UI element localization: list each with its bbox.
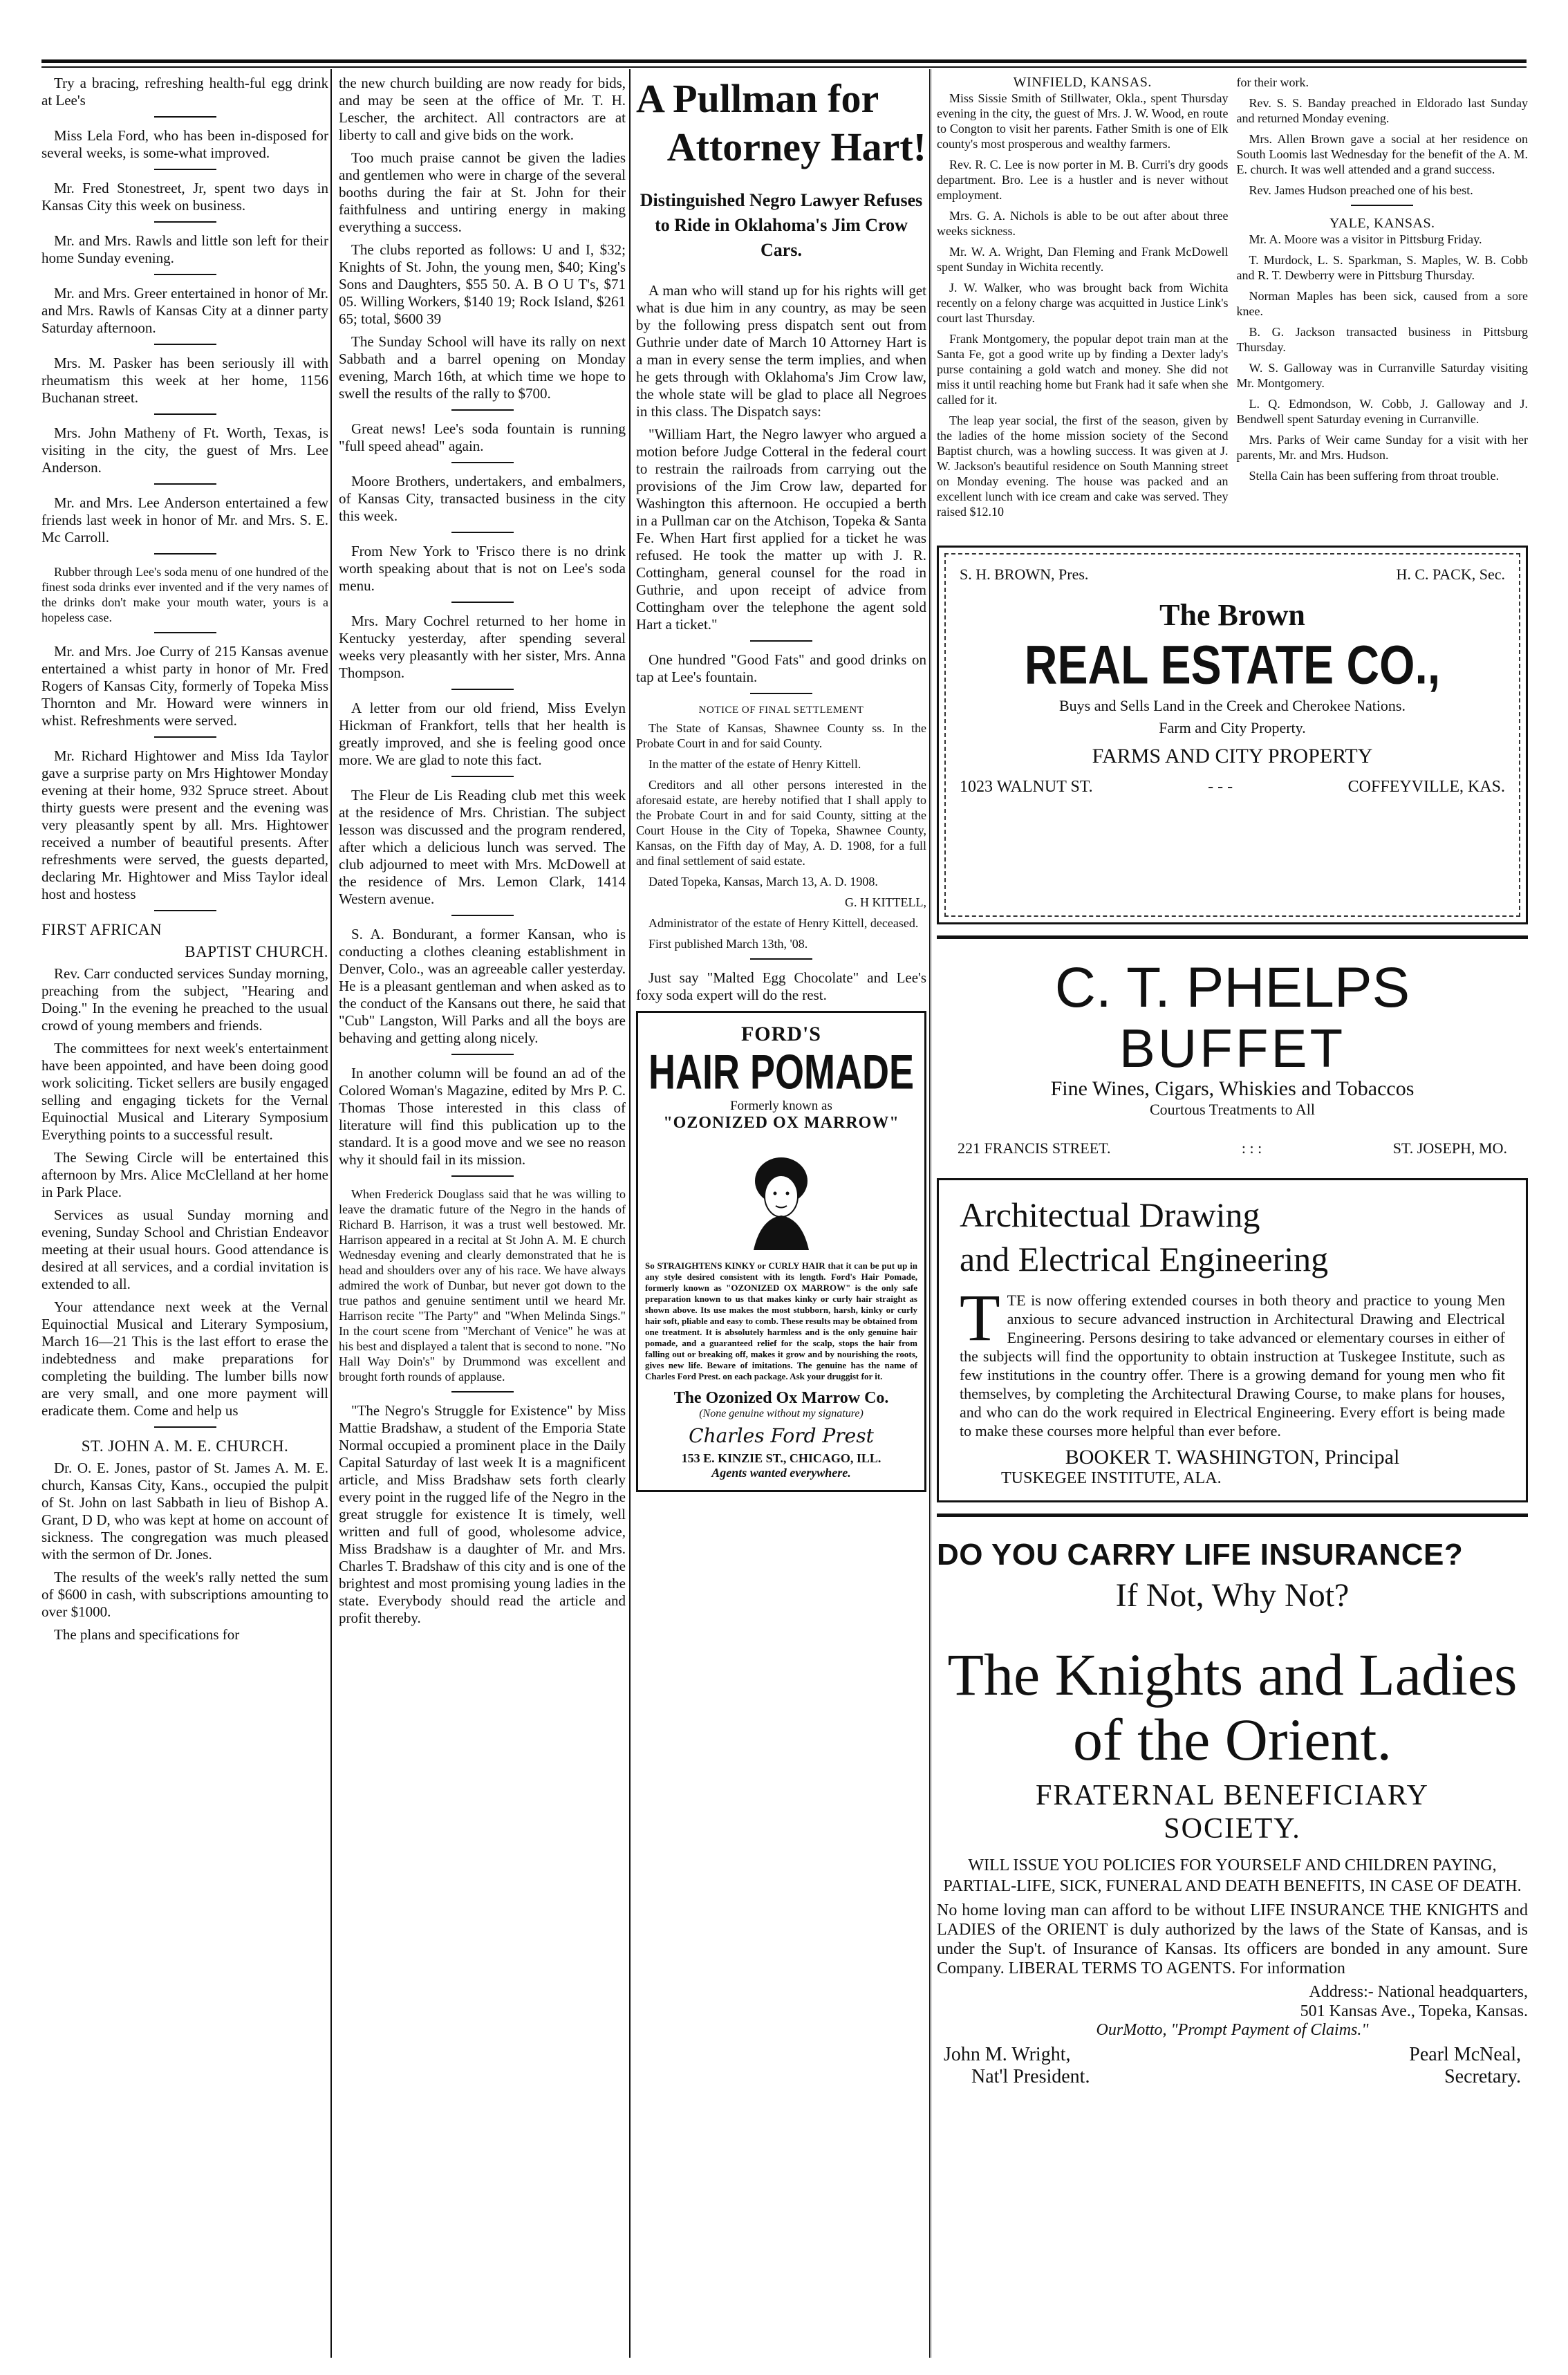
ad-line: FARMS AND CITY PROPERTY <box>1092 745 1373 767</box>
ad-colons: : : : <box>1241 1139 1262 1157</box>
local-item: From New York to 'Frisco there is no drink worth speaking about that is not on Lee's soda menu. <box>339 543 626 594</box>
separator <box>154 116 216 118</box>
separator <box>750 958 812 960</box>
ad-company: The Ozonized Ox Marrow Co. <box>673 1389 889 1407</box>
signatures-row <box>937 2044 1528 2088</box>
local-item: L. Q. Edmondson, W. Cobb, J. Galloway and J. Bendwell spent Saturday evening in Curranville. <box>1236 397 1528 426</box>
column-4 <box>937 75 1528 2356</box>
column-divider <box>330 69 332 2358</box>
ad-line: Courtous Treatments to All <box>1150 1101 1315 1118</box>
signer-name: John M. Wright, <box>944 2044 1071 2065</box>
ad-body <box>960 1280 1505 1440</box>
separator <box>451 1175 514 1177</box>
separator <box>451 462 514 463</box>
local-item: Try a bracing, refreshing health-ful egg drink at Lee's <box>41 75 328 109</box>
ad-body: So STRAIGHTENS KINKY or CURLY HAIR that it can be put up in any style desired consistent with its length. Ford's Hair Pomade, formerly known as "OZONIZED OX MARROW" is the only safe preparation known to us that makes kinky or curly hair straight as shown above. Its use makes the most stubborn, harsh, kinky or curly hair soft, pliable and easy to comb. These results may be obtained from one treatment. It is absolutely harmless and is the only genuine hair pomade, and a guaranteed relief for the scalp, stops the hair from falling out or breaking off, makes it grow and by nourishing the roots, gives new life. Beware of imitations. The genuine has the name of Charles Ford Prest. on each package. Ask your druggist for it. <box>645 1260 917 1381</box>
church-item: Services as usual Sunday morning and evening, Sunday School and Christian Endeavor meeting at their usual hours. Good attendance is desired at all services, and a cordial invitation is extended to all. <box>41 1207 328 1292</box>
separator <box>451 1391 514 1393</box>
legal-notice-text: Administrator of the estate of Henry Kittell, deceased. <box>648 916 919 930</box>
insurance-subheadline: If Not, Why Not? <box>1115 1577 1350 1614</box>
legal-notice-heading: NOTICE OF FINAL SETTLEMENT <box>698 705 864 716</box>
column-1 <box>41 75 328 2356</box>
local-item: Mr. and Mrs. Greer entertained in honor of Mr. and Mrs. Rawls of Kansas City at a dinner party Saturday afternoon. <box>41 285 328 336</box>
local-item: A letter from our old friend, Miss Evelyn Hickman of Frankfort, tells that her health is greatly improved, and she is feeling good once more. We are glad to note this fact. <box>339 700 626 768</box>
separator <box>451 409 514 411</box>
ad-title: and Electrical Engineering <box>960 1240 1329 1278</box>
real-estate-advertisement <box>937 546 1528 924</box>
separator <box>154 553 216 555</box>
separator <box>154 483 216 485</box>
winfield-column <box>937 75 1229 525</box>
column-3 <box>636 75 926 2356</box>
signer-name: Pearl McNeal, <box>1409 2044 1521 2065</box>
local-item: Mrs. G. A. Nichols is able to be out after about three weeks sickness. <box>937 209 1229 238</box>
local-item: Mrs. John Matheny of Ft. Worth, Texas, is visiting in the city, the guest of Mrs. Lee Anderson. <box>41 425 328 476</box>
local-item: Mr. Richard Hightower and Miss Ida Taylor gave a surprise party on Mrs Hightower Monday evening at their home, 932 Spruce street. About thirty guests were present and the evening was very pleasantly spent by all. Mrs. Hightower received a number of beautiful presents. After refreshments were served, the guests departed, declaring Mr. Hightower and Miss Taylor ideal host and hostess <box>41 747 328 902</box>
ad-formerly: Formerly known as <box>730 1099 832 1113</box>
local-item: Mr. Fred Stonestreet, Jr, spent two days in Kansas City this week on business. <box>41 180 328 214</box>
local-item: Mr. A. Moore was a visitor in Pittsburg Friday. <box>1249 232 1482 246</box>
local-item: Mr. and Mrs. Rawls and little son left for their home Sunday evening. <box>41 232 328 266</box>
divider <box>937 1514 1528 1517</box>
ad-address: Address:- National headquarters, <box>1309 1983 1528 2001</box>
separator <box>451 1054 514 1055</box>
local-item: Rev. S. S. Banday preached in Eldorado last Sunday and returned Monday evening. <box>1236 96 1528 125</box>
separator <box>154 169 216 170</box>
church-item: The clubs reported as follows: U and I, $32; Knights of St. John, the young men, $40; King's Sons and Daughters, $55 50. A. B O U T's, $71 05. Willing Workers, $140 19; Rock Island, $261 65; total, $600 39 <box>339 241 626 327</box>
ad-city: ST. JOSEPH, MO. <box>1392 1139 1507 1157</box>
church-item: Dr. O. E. Jones, pastor of St. James A. M. E. church, Kansas City, Kans., occupied the pulpit of St. John on last Sabbath in lieu of Bishop A. Grant, D D, who was kept at home on account of sickness. The congregation was much pleased with the sermon of Dr. Jones. <box>41 1460 328 1563</box>
ad-line: Farm and City Property. <box>1159 719 1306 736</box>
local-item: Rev. R. C. Lee is now porter in M. B. Curri's dry goods department. Bro. Lee is a hustler and is never without employment. <box>937 158 1229 202</box>
local-item: Rubber through Lee's soda menu of one hundred of the finest soda drinks ever invented and if the very names of the drinks don't make your mouth water, yours is a hopeless case. <box>41 565 328 624</box>
local-item: Mr. and Mrs. Lee Anderson entertained a few friends last week in honor of Mr. and Mrs. S. E. Mc Carroll. <box>41 494 328 546</box>
ad-company-name: REAL ESTATE CO., <box>1024 633 1441 696</box>
local-item: W. S. Galloway was in Curranville Saturday visiting Mr. Montgomery. <box>1236 361 1528 390</box>
ad-brand: FORD'S <box>740 1023 821 1045</box>
local-item: One hundred "Good Fats" and good drinks on tap at Lee's fountain. <box>636 651 926 685</box>
separator <box>451 915 514 916</box>
local-item: Mrs. Mary Cochrel returned to her home in Kentucky yesterday, after spending several weeks very pleasantly with her sister, Mrs. Anna Thompson. <box>339 613 626 681</box>
officers-row <box>960 566 1505 584</box>
address-row <box>960 778 1505 797</box>
separator <box>154 736 216 738</box>
insurance-headline: DO YOU CARRY LIFE INSURANCE? <box>937 1538 1464 1572</box>
section-heading: YALE, KANSAS. <box>1329 216 1435 231</box>
article-headline: A Pullman for <box>636 76 879 121</box>
ad-body-text: TE is now offering extended courses in both theory and practice to young Men anxious to secure advanced instruction in Architectural Drawing and Electrical Engineering. Persons desiring to take advanced or elementary courses in either of the subjects will find the opportunity to obtain instruction at Tuskegee Institute, such as few institutions in the country offer. There is a growing demand for young men who fit themselves, by completing the Architectural Drawing Course, to make plans for houses, and who can do the work required in Electrical Engineering. Every effort is being made to make these courses more helpful than ever before. <box>960 1292 1505 1440</box>
signer-title: Secretary. <box>1444 2066 1521 2087</box>
article-headline: Attorney Hart! <box>666 124 926 169</box>
article-paragraph: A man who will stand up for his rights will get what is due him in any country, as may be seen by the following press dispatch sent out from Guthrie under date of March 10 Attorney Hart is a man in every sense the term implies, and when he gets through with Oklahoma's Jim Crow law, the whole state will be glad to place all Negroes in this class. The Dispatch says: <box>636 282 926 420</box>
separator <box>154 910 216 911</box>
signature-right <box>1409 2044 1521 2088</box>
church-item: Rev. Carr conducted services Sunday morning, preaching from the subject, "Hearing and Doing." In the evening he preached to the usual crowd of young members and friends. <box>41 965 328 1034</box>
local-item: Mrs. M. Pasker has been seriously ill with rheumatism this week at her home, 1156 Buchanan street. <box>41 355 328 406</box>
church-item: The committees for next week's entertainment have been appointed, and have been doing good work soliciting. Ticket sellers are busily engaged selling and engaging tickets for the Vernal Equinoctial Musical and Literary Symposium Everything points to a successful result. <box>41 1040 328 1143</box>
section-heading: WINFIELD, KANSAS. <box>1013 75 1152 90</box>
ad-old-name: "OZONIZED OX MARROW" <box>663 1114 899 1132</box>
address-row <box>937 1139 1528 1157</box>
local-item: Great news! Lee's soda fountain is running "full speed ahead" again. <box>339 420 626 454</box>
woman-portrait-icon <box>740 1146 823 1250</box>
church-item: Your attendance next week at the Vernal Equinoctial Musical and Literary Symposium, March 16—21 This is the last effort to erase the indebtedness and make preparations for completing the building. The lumber bills now are very small, and one more payment will eradicate them. Come and help us <box>41 1298 328 1419</box>
ad-signature: Charles Ford Prest <box>689 1424 874 1447</box>
local-item: "The Negro's Struggle for Existence" by Miss Mattie Bradshaw, a student of the Emporia State Normal occupied a prominent place in the Daily Capital Saturday of last week It is a magnificent article, and Miss Bradshaw sets forth clearly every point in the rugged life of the Negro in the great struggle for existence It is timely, well written and full of good, wholesome advice, Miss Bradshaw is a daughter of Mr. and Mrs. Charles T. Bradshaw of this city and is one of the brightest and most promising young ladies in the state. Everybody should read the article and profit thereby. <box>339 1402 626 1626</box>
ad-title: Architectual Drawing <box>960 1195 1260 1234</box>
article-paragraph: "William Hart, the Negro lawyer who argued a motion before Judge Cotteral in the federal court to restrain the railroads from carrying out the provisions of the Jim Crow law, departed for Washington this afternoon. He occupied a berth in a Pullman car on the Atchison, Topeka & Santa Fe. When Hart first applied for a ticket he was refused. He took the matter up with J. R. Cottingham, general counsel for the road in Guthrie, and upon receipt of advice from Cottingham over the telephone the agent sold Hart a ticket." <box>636 426 926 633</box>
buffet-advertisement <box>937 950 1528 1164</box>
knights-advertisement <box>937 1642 1528 2088</box>
ad-city: COFFEYVILLE, KAS. <box>1347 778 1505 796</box>
local-item: Frank Montgomery, the popular depot train man at the Santa Fe, got a good write up by finding a Dexter lady's purse containing a gold watch and money. She did not miss it until reaching home but Frank had it safe when she called for it. <box>937 332 1229 407</box>
local-item: Mr. and Mrs. Joe Curry of 215 Kansas avenue entertained a whist party in honor of Mr. Fred Rogers of Kansas City, formerly of Topeka Miss Thornton and Mr. Howard were winners in whist. Refreshments were served. <box>41 643 328 729</box>
separator <box>451 689 514 690</box>
signer-title: Nat'l President. <box>971 2066 1090 2087</box>
section-heading: ST. JOHN A. M. E. CHURCH. <box>81 1437 289 1455</box>
ad-school: TUSKEGEE INSTITUTE, ALA. <box>1001 1469 1222 1487</box>
ad-name: C. T. PHELPS <box>1054 956 1410 1019</box>
ad-line: WILL ISSUE YOU POLICIES FOR YOURSELF AND CHILDREN PAYING, PARTIAL-LIFE, SICK, FUNERAL AND DEATH BENEFITS, IN CASE OF DEATH. <box>943 1856 1522 1895</box>
separator <box>154 344 216 345</box>
local-item: Miss Sissie Smith of Stillwater, Okla., spent Thursday evening in the city, the guest of Mrs. J. W. Wood, en route to Congton to visit her parents. Father Smith is one of Elk county's most prosperous and wealthy farmers. <box>937 91 1229 151</box>
legal-notice-text: The State of Kansas, Shawnee County ss. In the Probate Court in and for said County. <box>636 721 926 750</box>
ad-address: 153 E. KINZIE ST., CHICAGO, ILL. <box>681 1451 881 1465</box>
legal-notice-text: Dated Topeka, Kansas, March 13, A. D. 1908. <box>648 875 878 888</box>
top-rule <box>41 59 1527 63</box>
local-item: for their work. <box>1236 75 1309 89</box>
ad-title: of the Orient. <box>1073 1706 1392 1773</box>
separator <box>154 274 216 275</box>
church-item: The plans and specifications for <box>54 1626 240 1643</box>
local-item: Mrs. Allen Brown gave a social at her residence on South Loomis last Wednesday for the benefit of the A. M. E. church. It was well attended and a grand success. <box>1236 132 1528 176</box>
church-item: the new church building are now ready for bids, and may be seen at the office of Mr. T. H. Lescher, the architect. All contractors are at liberty to call and give bids on the work. <box>339 75 626 143</box>
local-item: In another column will be found an ad of the Colored Woman's Magazine, edited by Mrs P. C. Thomas Those interested in this class of literature will find this publication up to the standard. It is a good move and we see no reason why it should fail in its mission. <box>339 1065 626 1168</box>
local-item: Just say "Malted Egg Chocolate" and Lee's foxy soda expert will do the rest. <box>636 969 926 1003</box>
ad-motto: OurMotto, "Prompt Payment of Claims." <box>1096 2021 1369 2039</box>
article-subheadline: Distinguished Negro Lawyer Refuses to Ride in Oklahoma's Jim Crow Cars. <box>640 190 923 260</box>
separator <box>154 632 216 633</box>
local-item: T. Murdock, L. S. Sparkman, S. Maples, W. B. Cobb and R. T. Dewberry were in Pittsburg Thursday. <box>1236 253 1528 282</box>
separator <box>750 640 812 642</box>
local-item: Mr. W. A. Wright, Dan Fleming and Frank McDowell spent Sunday in Wichita recently. <box>937 245 1229 274</box>
local-item: J. W. Walker, who was brought back from Wichita recently on a felony charge was acquitted in Justice Link's court last Thursday. <box>937 281 1229 325</box>
legal-notice-text: In the matter of the estate of Henry Kittell. <box>648 757 861 771</box>
ad-title: The Brown <box>1159 598 1305 632</box>
ad-signature: BOOKER T. WASHINGTON, Principal <box>1065 1446 1400 1469</box>
ad-agents: Agents wanted everywhere. <box>711 1466 851 1480</box>
divider <box>937 935 1528 939</box>
local-item: The Fleur de Lis Reading club met this week at the residence of Mrs. Christian. The subject lesson was discussed and the program rendered, after which a delicious lunch was served. The club adjourned to meet with Mrs. McDowell at the residence of Mrs. Lemon Clark, 1414 Western avenue. <box>339 787 626 907</box>
ad-product-name: HAIR POMADE <box>648 1045 914 1099</box>
ad-address: 221 FRANCIS STREET. <box>958 1139 1111 1157</box>
church-item: The Sunday School will have its rally on next Sabbath and a barrel opening on Monday evening, March 16th, at which time we hope to swell the results of the rally to $700. <box>339 333 626 402</box>
separator <box>750 693 812 694</box>
column-divider <box>929 69 931 2358</box>
legal-notice-text: Creditors and all other persons interested in the aforesaid estate, are hereby notified that I shall apply to the Probate Court in and for said County, sitting at the Court House in the City of Topeka, Shawnee County, Kansas, on the Fifth day of May, A. D. 1908, for a full and final settlement of said estate. <box>636 778 926 868</box>
column-2 <box>339 75 626 2356</box>
section-heading: BAPTIST CHURCH. <box>185 943 328 960</box>
local-item: Mrs. Parks of Weir came Sunday for a visit with her parents, Mr. and Mrs. Hudson. <box>1236 433 1528 462</box>
ad-title: The Knights and Ladies <box>947 1641 1518 1708</box>
church-item: Too much praise cannot be given the ladies and gentlemen who were in charge of the several booths during the fair at St. John for their faithfulness and untiring energy in making everything a success. <box>339 149 626 235</box>
separator <box>451 602 514 603</box>
hair-pomade-advertisement <box>636 1011 926 1492</box>
ad-dashes: - - - <box>1208 778 1233 796</box>
local-item: S. A. Bondurant, a former Kansan, who is conducting a clothes cleaning establishment in Denver, Colo., was an agreeable caller yesterday. He is a pleasant gentleman and when asked as to the conduct of the Kansans out there, he said that "Cub" Langston, Will Parks and all the boys are behaving and getting along nicely. <box>339 926 626 1046</box>
local-item: B. G. Jackson transacted business in Pittsburg Thursday. <box>1236 325 1528 354</box>
separator <box>154 221 216 223</box>
signature-left <box>944 2044 1090 2088</box>
ad-body: No home loving man can afford to be without LIFE INSURANCE THE KNIGHTS and LADIES of the ORIENT is duly authorized by the laws of the State of Kansas, and is under the Sup't. of Insurance of Kansas. Its officers are bonded in any amount. Sure Company. LIBERAL TERMS TO AGENTS. For information <box>937 1901 1528 1977</box>
separator <box>451 532 514 533</box>
yale-column <box>1237 75 1529 525</box>
ad-line: Fine Wines, Cigars, Whiskies and Tobaccos <box>1050 1077 1415 1100</box>
top-rule-thin <box>41 66 1527 68</box>
drop-cap: T <box>960 1280 1000 1354</box>
church-item: The results of the week's rally netted the sum of $600 in cash, with subscriptions amounting to over $1000. <box>41 1569 328 1620</box>
architecture-advertisement <box>937 1178 1528 1502</box>
legal-notice-text: First published March 13th, '08. <box>648 937 808 951</box>
separator <box>154 413 216 415</box>
ad-subtitle: SOCIETY. <box>1164 1813 1301 1845</box>
section-heading: FIRST AFRICAN <box>41 921 162 938</box>
separator <box>451 776 514 777</box>
local-item: Rev. James Hudson preached one of his best. <box>1249 183 1473 197</box>
local-item: Moore Brothers, undertakers, and embalmers, of Kansas City, transacted business in the city this week. <box>339 473 626 524</box>
column-divider <box>629 69 631 2358</box>
ad-line: Buys and Sells Land in the Creek and Cherokee Nations. <box>1058 697 1406 714</box>
local-item: Norman Maples has been sick, caused from a sore knee. <box>1236 289 1528 318</box>
ad-subtitle: FRATERNAL BENEFICIARY <box>1036 1780 1429 1811</box>
president: S. H. BROWN, Pres. <box>960 566 1089 583</box>
ad-address: 1023 WALNUT ST. <box>960 778 1093 796</box>
separator <box>154 1426 216 1428</box>
local-item: The leap year social, the first of the season, given by the ladies of the home mission society of the Second Baptist church, was a howling success. It was given at J. W. Jackson's beautiful residence on South Manning street on Monday evening. The house was packed and an excellent lunch with ice cream and cake was served. They raised $12.10 <box>937 413 1229 519</box>
news-columns <box>937 75 1528 525</box>
secretary: H. C. PACK, Sec. <box>1396 566 1505 583</box>
ad-title: BUFFET <box>1119 1018 1346 1079</box>
ad-company-note: (None genuine without my signature) <box>699 1408 864 1419</box>
legal-notice-signer: G. H KITTELL, <box>845 895 926 909</box>
church-item: The Sewing Circle will be entertained this afternoon by Mrs. Alice McClelland at her home in Park Place. <box>41 1149 328 1200</box>
local-item: Stella Cain has been suffering from throat trouble. <box>1249 469 1500 483</box>
local-item: Miss Lela Ford, who has been in-disposed for several weeks, is some-what improved. <box>41 127 328 161</box>
ad-address: 501 Kansas Ave., Topeka, Kansas. <box>1300 2002 1528 2020</box>
separator <box>1351 205 1413 206</box>
local-item: When Frederick Douglass said that he was willing to leave the dramatic future of the Negro in the hands of Richard B. Harrison, it was a trust well bestowed. Mr. Harrison appeared in a recital at St John A. M. E church Wednesday evening and clearly demonstrated that he is head and shoulders over any of his race. We have always admired the work of Dunbar, but never got down to the true pathos and genuine sentiment until we heard Mr. Harrison recite "The Party" and "When Melinda Sings." In the court scene from "Merchant of Venice" he was at his best and displayed a talent that is second to none. "No Hall Way Doin's" by Drummond was excellent and brought forth rounds of applause. <box>339 1187 626 1384</box>
